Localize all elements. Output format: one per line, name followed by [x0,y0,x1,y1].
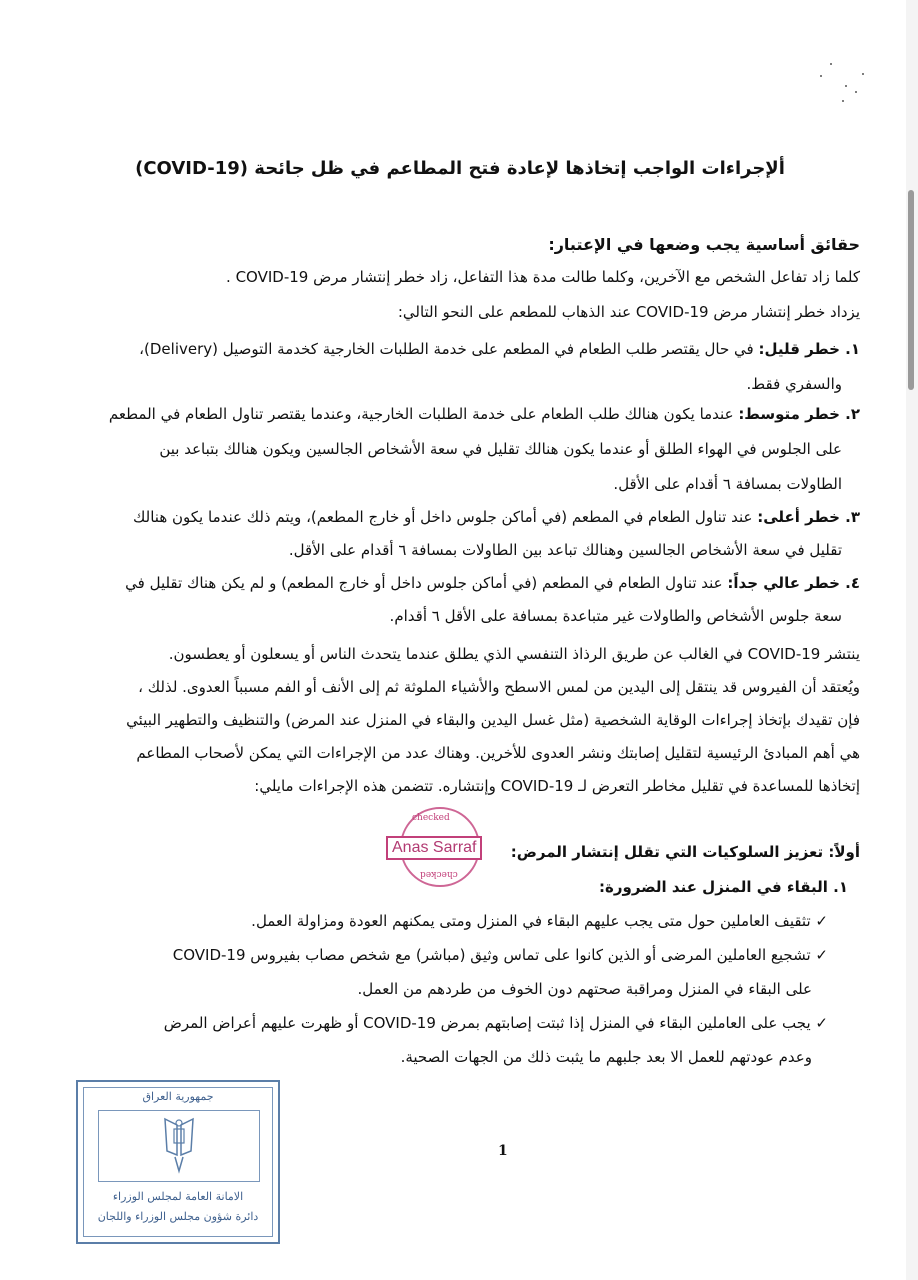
stamp-name: Anas Sarraf [386,836,482,860]
risk-label: ٣. خطر أعلى: [757,508,860,526]
checklist-text: تشجيع العاملين المرضى أو الذين كانوا على تماس وثيق (مباشر) مع شخص مصاب بفيروس COVID-19 [172,946,811,964]
checklist-item-3-cont: وعدم عودتهم للعمل الا بعد جلبهم ما يثبت ذلك من الجهات الصحية. [400,1048,812,1066]
seal-line-2: دائرة شؤون مجلس الوزراء واللجان [97,1210,259,1223]
checklist-item-2-cont: على البقاء في المنزل ومراقبة صحتهم دون الخوف من طردهم من العمل. [357,980,812,998]
check-icon: ✓ [815,912,828,930]
checked-stamp [386,807,488,893]
check-icon: ✓ [815,1014,828,1032]
section-heading: أولاً: تعزيز السلوكيات التي تقلل إنتشار المرض: [510,843,860,861]
risk-label: ٢. خطر متوسط: [738,405,860,423]
facts-line-2: يزداد خطر إنتشار مرض COVID-19 عند الذهاب للمطعم على النحو التالي: [397,303,860,321]
risk-text: في حال يقتصر طلب الطعام في المطعم على خدمة الطلبات الخارجية كخدمة التوصيل (Delivery)، [139,340,754,358]
document-title [60,158,860,179]
paragraph-line: هي أهم المبادئ الرئيسية لتقليل إصابتك ونشر العدوى للأخرين. وهناك عدد من الإجراءات التي يمكن لأصحاب المطاعم [136,744,860,762]
risk-item-2-cont: على الجلوس في الهواء الطلق أو عندما يكون هنالك تقليل في سعة الأشخاص الجالسين ويكون هنالك بتباعد بين [159,440,842,458]
facts-heading: حقائق أساسية يجب وضعها في الإعتبار: [548,235,860,254]
scrollbar-thumb[interactable] [908,190,914,390]
risk-label: ١. خطر قليل: [758,340,860,358]
facts-line-1: كلما زاد تفاعل الشخص مع الآخرين، وكلما طالت مدة هذا التفاعل، زاد خطر إنتشار مرض COVID-19 . [226,268,860,286]
paragraph-line: ينتشر COVID-19 في الغالب عن طريق الرذاذ التنفسي الذي يطلق عندما يتحدث الناس أو يسعلون أو يعطسون. [168,645,860,663]
risk-item-2-cont: الطاولات بمسافة ٦ أقدام على الأقل. [613,475,842,493]
checklist-item-3 [60,1014,828,1032]
checklist-item-1 [60,912,828,930]
paragraph-line: إتخاذها للمساعدة في تقليل مخاطر التعرض لـ COVID-19 وإنتشاره. تتضمن هذه الإجراءات مايلي: [254,777,860,795]
paragraph-line: ويُعتقد أن الفيروس قد ينتقل إلى اليدين من لمس الاسطح والأشياء الملوثة ثم إلى الأنف أو الفم مسبباً العدوى. لذلك ، [138,678,860,696]
seal-top-text: جمهورية العراق [142,1090,214,1103]
risk-item-1 [60,340,860,358]
subsection-heading: ١. البقاء في المنزل عند الضرورة: [599,878,848,896]
risk-label: ٤. خطر عالي جداً: [727,574,860,592]
risk-item-4-cont: سعة جلوس الأشخاص والطاولات غير متباعدة بمسافة على الأقل ٦ أقدام. [389,607,842,625]
risk-text: عندما يكون هنالك طلب الطعام على خدمة الطلبات الخارجية، وعندما يقتصر تناول الطعام في المطعم [108,405,734,423]
title-text: ألإجراءات الواجب إتخاذها لإعادة فتح المطاعم في ظل جائحة (COVID-19) [135,158,785,179]
risk-text: عند تناول الطعام في المطعم (في أماكن جلوس داخل أو خارج المطعم)، ويتم ذلك عندما يكون هنالك [133,508,753,526]
stamp-ring-text: checked [412,813,450,823]
risk-item-1-cont: والسفري فقط. [746,375,842,393]
risk-item-2 [60,405,860,423]
seal-emblem-frame [98,1110,260,1182]
paragraph-line: فإن تقيدك بإتخاذ إجراءات الوقاية الشخصية (مثل غسل اليدين والبقاء في المنزل عند المرض) والتنظيف والتطهير البيئي [126,711,860,729]
scrollbar-track[interactable] [906,0,918,1280]
seal-line-1: الامانة العامة لمجلس الوزراء [112,1190,244,1203]
checklist-text: تثقيف العاملين حول متى يجب عليهم البقاء في المنزل ومتى يمكنهم العودة ومزاولة العمل. [251,912,811,930]
checklist-item-2 [60,946,828,964]
page-number: 1 [498,1143,508,1159]
eagle-emblem-icon [163,1115,195,1175]
risk-text: عند تناول الطعام في المطعم (في أماكن جلوس داخل أو خارج المطعم) و لم يكن هناك تقليل في [125,574,723,592]
stamp-ring-text: checked [420,869,458,879]
risk-item-3-cont: تقليل في سعة الأشخاص الجالسين وهنالك تباعد بين الطاولات بمسافة ٦ أقدام على الأقل. [288,541,842,559]
risk-item-4 [60,574,860,592]
checklist-text: يجب على العاملين البقاء في المنزل إذا ثبتت إصابتهم بمرض COVID-19 أو ظهرت عليهم أعراض المرض [163,1014,811,1032]
check-icon: ✓ [815,946,828,964]
official-seal [76,1080,280,1244]
risk-item-3 [60,508,860,526]
